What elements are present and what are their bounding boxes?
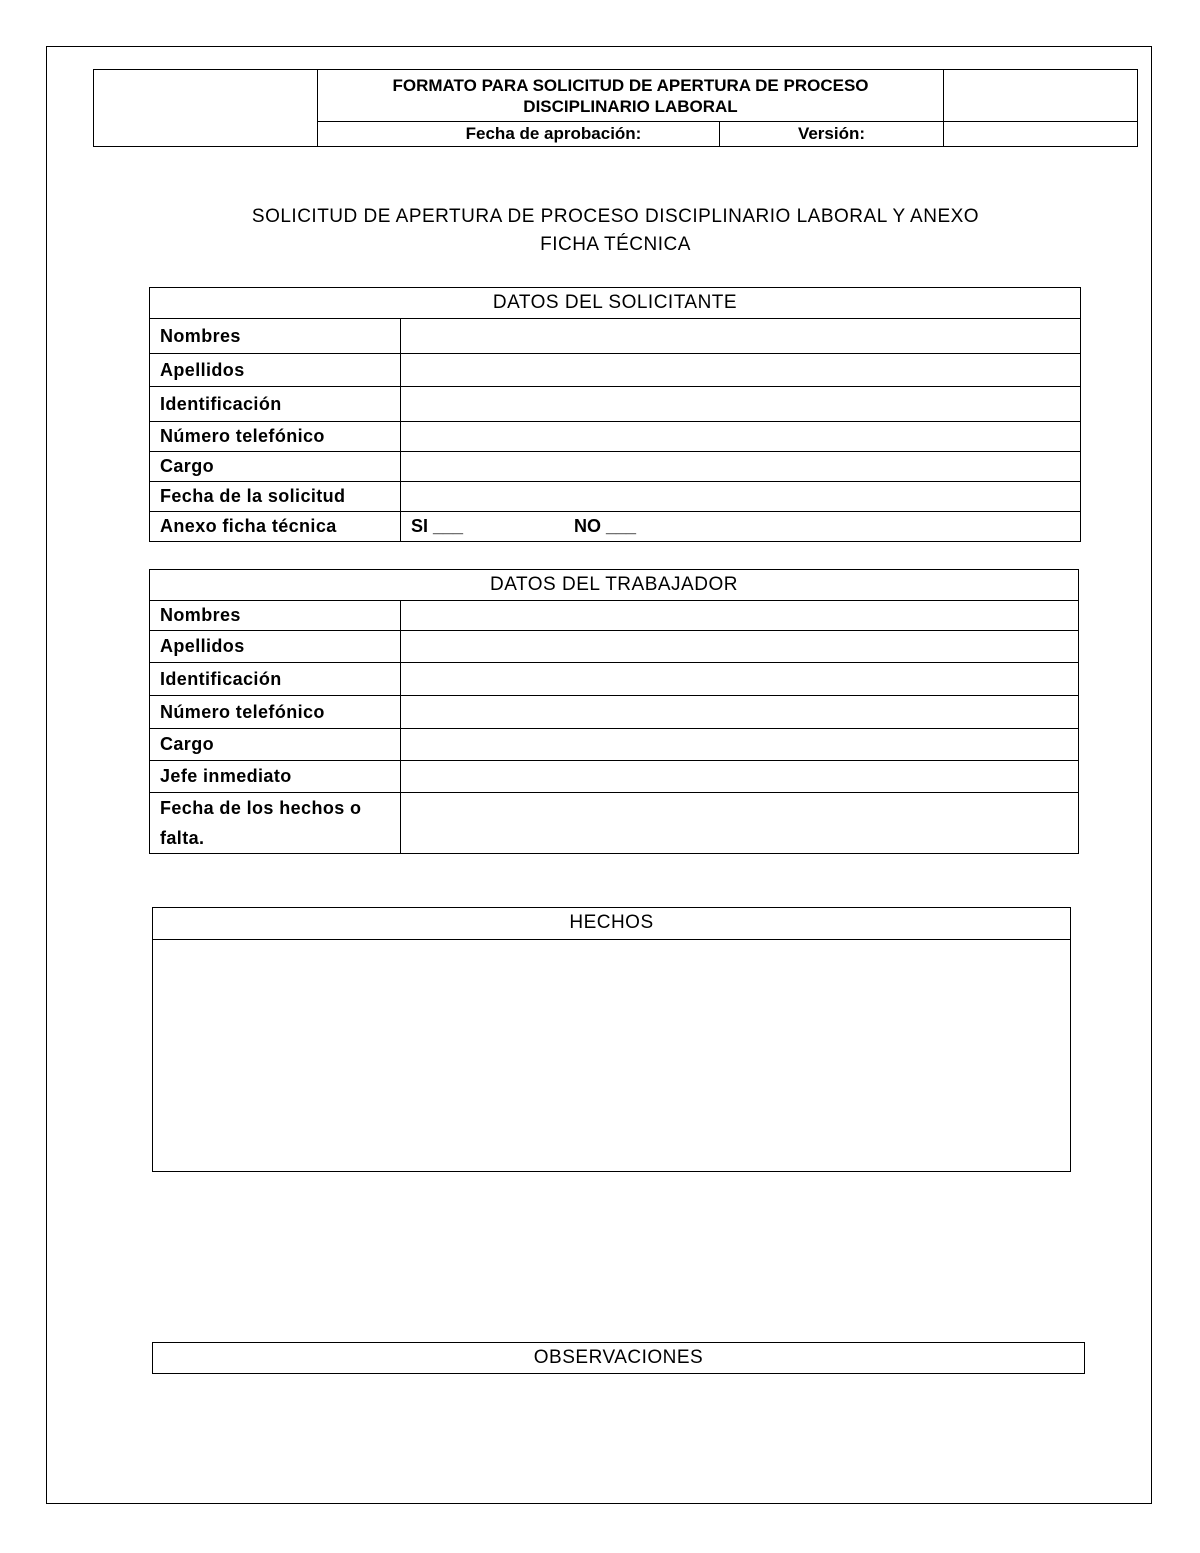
trabajador-label-apellidos: Apellidos: [150, 631, 401, 663]
trabajador-table: [149, 569, 1079, 854]
header-title-line2: DISCIPLINARIO LABORAL: [523, 97, 738, 116]
trabajador-field-nombres[interactable]: [401, 601, 1079, 631]
solicitante-heading: DATOS DEL SOLICITANTE: [150, 288, 1081, 319]
header-version-cell: [719, 121, 944, 147]
solicitante-label-identificacion: Identificación: [150, 387, 401, 422]
solicitante-field-fecha[interactable]: [401, 482, 1081, 512]
document-title-line2: FICHA TÉCNICA: [540, 234, 691, 255]
hechos-textarea[interactable]: [153, 940, 1070, 1172]
solicitante-field-apellidos[interactable]: [401, 354, 1081, 387]
solicitante-table: [149, 287, 1081, 542]
anexo-si-option[interactable]: SI ___: [411, 516, 464, 536]
solicitante-label-telefono: Número telefónico: [150, 422, 401, 452]
header-title-cell: [317, 69, 944, 122]
solicitante-field-telefono[interactable]: [401, 422, 1081, 452]
trabajador-field-cargo[interactable]: [401, 729, 1079, 761]
trabajador-field-fecha-hechos[interactable]: [401, 793, 1079, 854]
solicitante-field-anexo: [401, 512, 1081, 542]
trabajador-field-jefe[interactable]: [401, 761, 1079, 793]
trabajador-field-telefono[interactable]: [401, 696, 1079, 729]
solicitante-field-identificacion[interactable]: [401, 387, 1081, 422]
observaciones-box: [152, 1342, 1085, 1374]
header-logo-cell: [93, 69, 318, 147]
solicitante-label-fecha: Fecha de la solicitud: [150, 482, 401, 512]
trabajador-heading: DATOS DEL TRABAJADOR: [150, 570, 1079, 601]
trabajador-field-identificacion[interactable]: [401, 663, 1079, 696]
trabajador-label-nombres: Nombres: [150, 601, 401, 631]
solicitante-label-apellidos: Apellidos: [150, 354, 401, 387]
hechos-box: [152, 907, 1071, 1172]
trabajador-label-identificacion: Identificación: [150, 663, 401, 696]
solicitante-label-nombres: Nombres: [150, 319, 401, 354]
solicitante-label-cargo: Cargo: [150, 452, 401, 482]
hechos-heading: HECHOS: [153, 908, 1070, 940]
trabajador-label-cargo: Cargo: [150, 729, 401, 761]
version-label: Versión:: [797, 124, 866, 143]
observaciones-heading: OBSERVACIONES: [533, 1347, 704, 1368]
solicitante-label-anexo: Anexo ficha técnica: [150, 512, 401, 542]
header-approval-cell: [317, 121, 720, 147]
solicitante-field-nombres[interactable]: [401, 319, 1081, 354]
trabajador-field-apellidos[interactable]: [401, 631, 1079, 663]
header-version-value-cell: [943, 121, 1138, 147]
solicitante-field-cargo[interactable]: [401, 452, 1081, 482]
document-title-line1: SOLICITUD DE APERTURA DE PROCESO DISCIPLINARIO LABORAL Y ANEXO: [251, 206, 980, 227]
anexo-no-option[interactable]: NO ___: [574, 516, 637, 536]
trabajador-label-telefono: Número telefónico: [150, 696, 401, 729]
approval-date-label: Fecha de aprobación:: [465, 124, 642, 143]
header-code-cell: [943, 69, 1138, 122]
document-title: [93, 203, 1138, 259]
header-title-line1: FORMATO PARA SOLICITUD DE APERTURA DE PROCESO: [392, 76, 869, 95]
trabajador-label-fecha-hechos: Fecha de los hechos o falta.: [150, 793, 401, 854]
trabajador-label-jefe: Jefe inmediato: [150, 761, 401, 793]
